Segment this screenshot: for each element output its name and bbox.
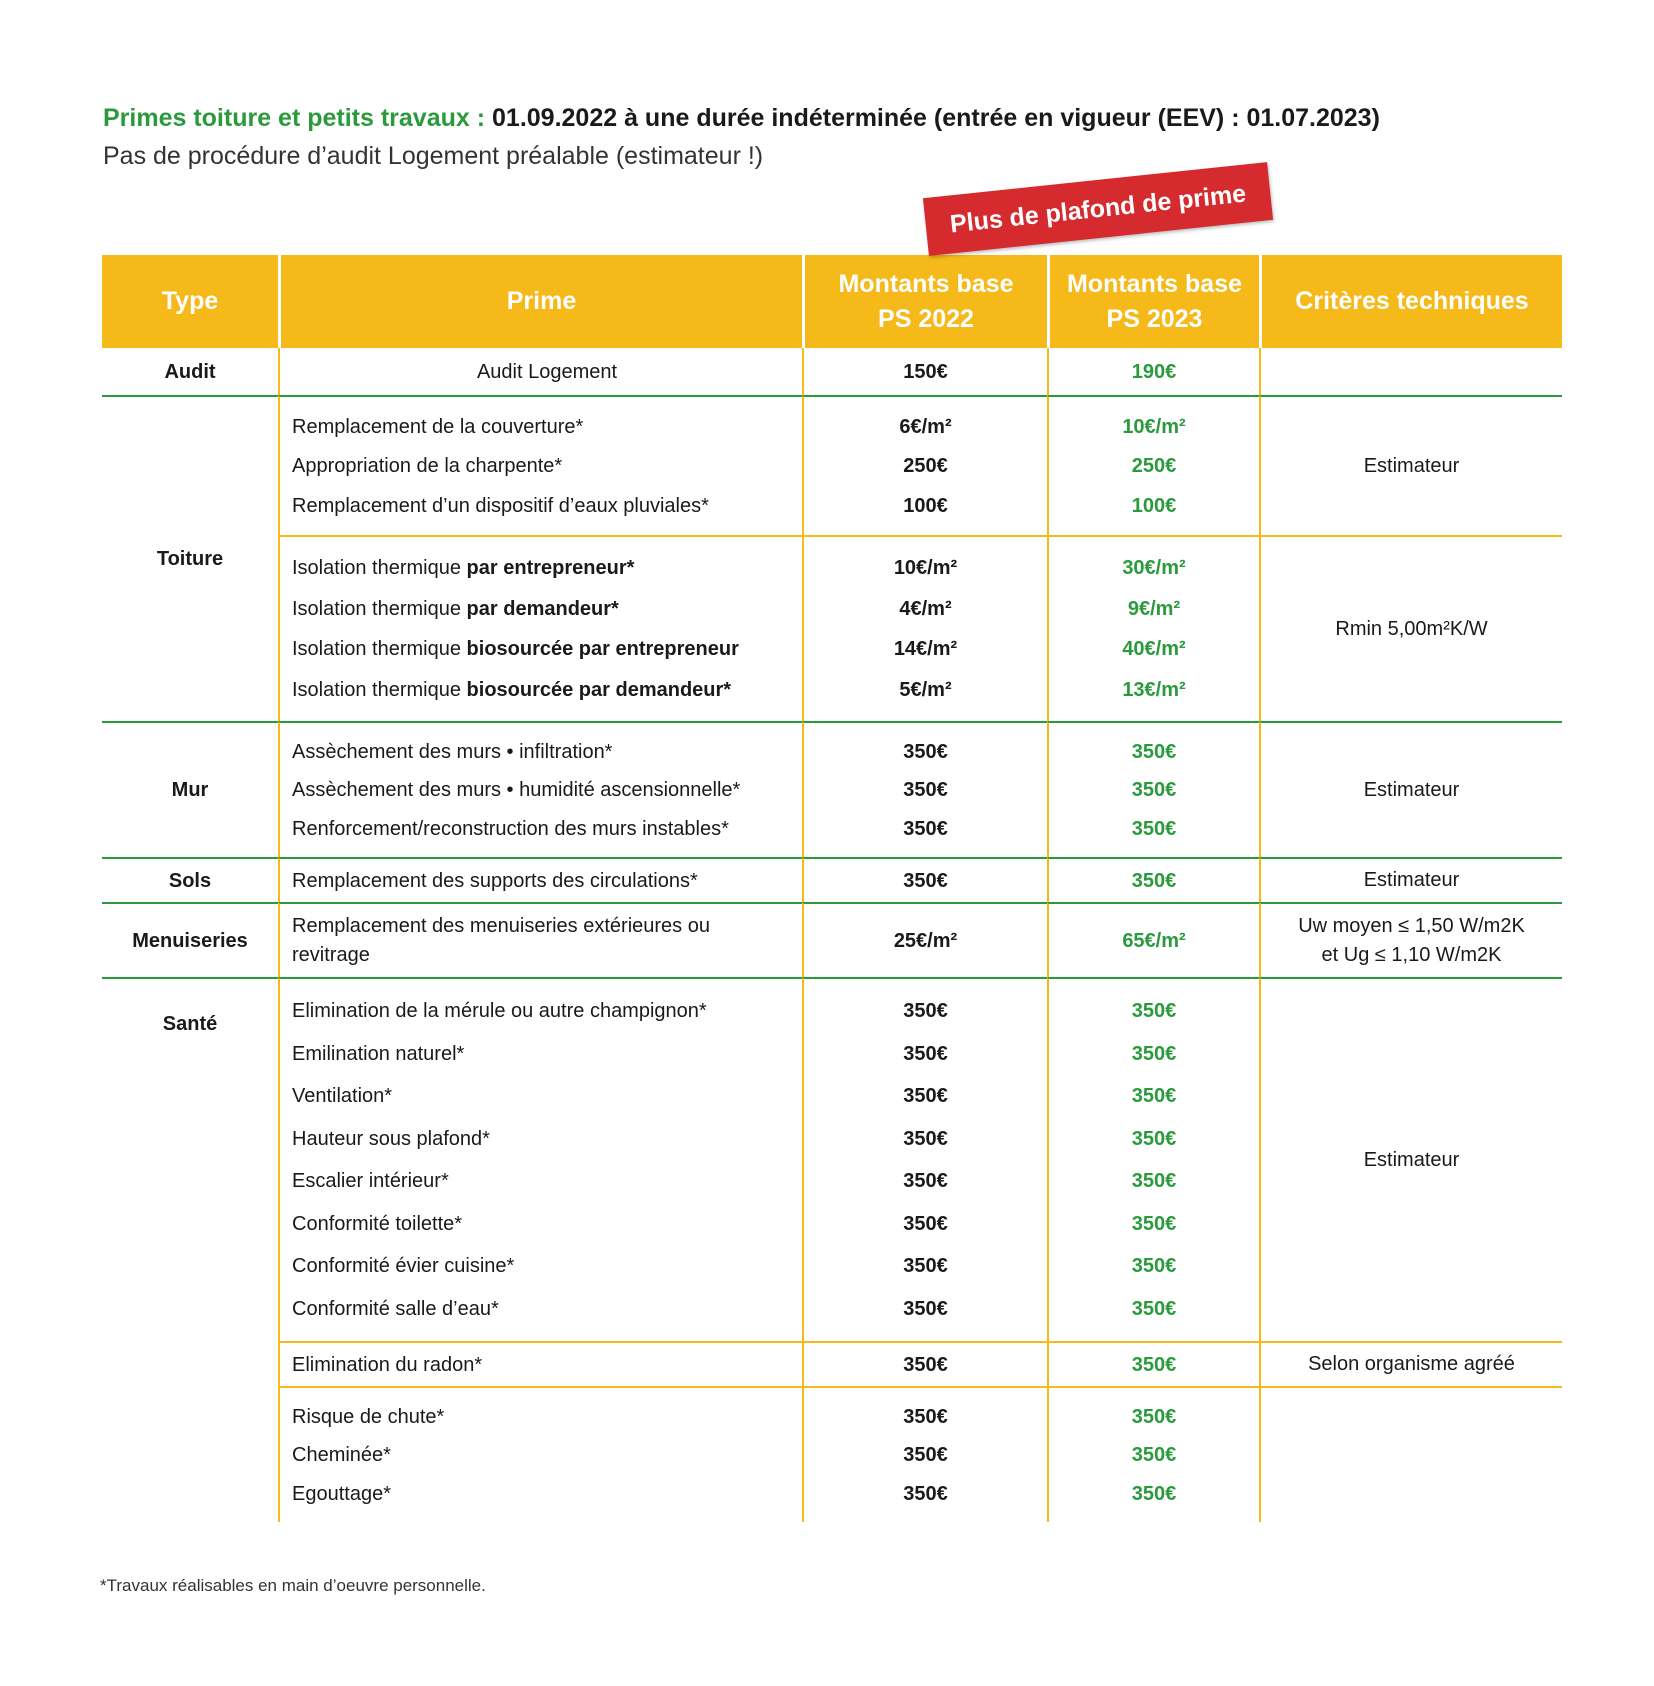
header-ps2022-line2: PS 2022 xyxy=(878,304,974,333)
sante-a-ps2022 xyxy=(802,977,1047,1341)
toiture-a-primes xyxy=(278,395,802,535)
criteria-sante-c xyxy=(1259,1386,1562,1522)
list-item: 350€ xyxy=(1131,1000,1177,1023)
list-item: 5€/m² xyxy=(899,679,952,702)
criteria-mur: Estimateur xyxy=(1259,721,1562,857)
list-item: Isolation thermique biosourcée par demandeur* xyxy=(292,679,732,702)
list-item: 350€ xyxy=(1131,779,1177,801)
criteria-toiture-a: Estimateur xyxy=(1259,395,1562,535)
mur-primes xyxy=(278,721,802,857)
toiture-b-primes xyxy=(278,535,802,721)
list-item: 250€ xyxy=(903,455,948,477)
list-item: Conformité évier cuisine* xyxy=(292,1255,515,1278)
list-item: 350€ xyxy=(903,817,948,840)
header-prime: Prime xyxy=(278,255,802,348)
header-criteres: Critères techniques xyxy=(1259,255,1562,348)
list-item: 40€/m² xyxy=(1122,638,1186,661)
type-sols: Sols xyxy=(102,857,278,902)
criteria-sols: Estimateur xyxy=(1259,857,1562,902)
list-item: 350€ xyxy=(1131,1127,1177,1150)
title-green-part: Primes toiture et petits travaux : xyxy=(103,104,486,132)
criteria-toiture-b: Rmin 5,00m²K/W xyxy=(1259,535,1562,721)
list-item: 10€/m² xyxy=(1122,415,1186,438)
criteria-line: et Ug ≤ 1,10 W/m2K xyxy=(1321,943,1502,966)
list-item: 10€/m² xyxy=(893,556,958,579)
type-menuiseries: Menuiseries xyxy=(102,902,278,977)
list-item: Appropriation de la charpente* xyxy=(292,455,563,477)
criteria-sante-b: Selon organisme agréé xyxy=(1259,1341,1562,1386)
type-sante: Santé xyxy=(102,977,278,1522)
list-item: 6€/m² xyxy=(899,415,952,438)
list-item: Hauteur sous plafond* xyxy=(292,1127,490,1150)
sols-prime: Remplacement des supports des circulations* xyxy=(278,857,802,902)
footnote: *Travaux réalisables en main d’oeuvre personnelle. xyxy=(100,1576,486,1595)
list-item: Risque de chute* xyxy=(292,1405,445,1428)
list-item: 350€ xyxy=(903,1444,948,1466)
list-item: 350€ xyxy=(903,1127,948,1150)
mur-ps2022 xyxy=(802,721,1047,857)
mur-ps2023 xyxy=(1047,721,1259,857)
header-ps2023-line1: Montants base xyxy=(1066,269,1243,298)
list-item: Isolation thermique par demandeur* xyxy=(292,597,619,620)
list-item: Ventilation* xyxy=(292,1085,393,1108)
sante-b-ps2022: 350€ xyxy=(802,1341,1047,1386)
sante-c-primes xyxy=(278,1386,802,1522)
list-item: Escalier intérieur* xyxy=(292,1170,449,1193)
list-item: Remplacement des menuiseries extérieures ou revitrage xyxy=(292,914,710,966)
list-item: 350€ xyxy=(1131,1085,1177,1108)
page-title xyxy=(103,104,1380,133)
list-item: Renforcement/reconstruction des murs instables* xyxy=(292,817,729,840)
type-mur: Mur xyxy=(102,721,278,857)
toiture-a-ps2022 xyxy=(802,395,1047,535)
list-item: 350€ xyxy=(903,740,948,763)
list-item: 14€/m² xyxy=(893,638,958,661)
list-item: 350€ xyxy=(1131,1482,1177,1505)
list-item: 350€ xyxy=(1131,1170,1177,1193)
list-item: 350€ xyxy=(903,1212,948,1235)
menuiseries-prime xyxy=(278,902,802,977)
sante-a-primes xyxy=(278,977,802,1341)
type-audit: Audit xyxy=(164,360,216,383)
list-item: Remplacement d’un dispositif d’eaux pluviales* xyxy=(292,494,709,517)
list-item: Conformité salle d’eau* xyxy=(292,1297,499,1320)
list-item: Conformité toilette* xyxy=(292,1212,463,1235)
list-item: 350€ xyxy=(903,1170,948,1193)
criteria-audit xyxy=(1259,348,1562,395)
list-item: 350€ xyxy=(903,1482,948,1505)
no-ceiling-banner: Plus de plafond de prime xyxy=(923,162,1273,256)
list-item: 350€ xyxy=(903,1000,948,1023)
header-type: Type xyxy=(102,255,278,348)
header-ps2022-line1: Montants base xyxy=(838,269,1014,298)
sante-c-ps2022 xyxy=(802,1386,1047,1522)
list-item: Assèchement des murs • infiltration* xyxy=(292,740,613,763)
list-item: Isolation thermique par entrepreneur* xyxy=(292,556,635,579)
header-ps2023 xyxy=(1047,255,1259,348)
ps2023-audit: 190€ xyxy=(1047,348,1259,395)
sols-ps2023: 350€ xyxy=(1047,857,1259,902)
toiture-b-ps2023 xyxy=(1047,535,1259,721)
list-item: 350€ xyxy=(903,1085,948,1108)
list-item: 350€ xyxy=(1131,1444,1177,1466)
list-item: 350€ xyxy=(1131,1405,1177,1428)
header-ps2023-line2: PS 2023 xyxy=(1106,304,1203,333)
list-item: 350€ xyxy=(1131,740,1177,763)
sante-a-ps2023 xyxy=(1047,977,1259,1341)
list-item: 350€ xyxy=(903,1255,948,1278)
list-item: Egouttage* xyxy=(292,1482,391,1505)
list-item: 30€/m² xyxy=(1122,556,1186,579)
type-toiture: Toiture xyxy=(102,395,278,721)
list-item: Elimination de la mérule ou autre champignon* xyxy=(292,1000,707,1023)
page-subtitle: Pas de procédure d’audit Logement préalable (estimateur !) xyxy=(103,142,764,170)
sante-c-ps2023 xyxy=(1047,1386,1259,1522)
list-item: Isolation thermique biosourcée par entrepreneur xyxy=(292,638,739,661)
list-item: 100€ xyxy=(903,494,948,517)
title-black-part: 01.09.2022 à une durée indéterminée (entrée en vigueur (EEV) : 01.07.2023) xyxy=(492,104,1380,132)
list-item: 250€ xyxy=(1131,455,1177,477)
list-item: 350€ xyxy=(903,1405,948,1428)
list-item: 100€ xyxy=(1131,494,1177,517)
list-item: 13€/m² xyxy=(1122,679,1186,702)
list-item: 350€ xyxy=(903,779,948,801)
sante-b-prime: Elimination du radon* xyxy=(278,1341,802,1386)
toiture-a-ps2023 xyxy=(1047,395,1259,535)
toiture-b-ps2022 xyxy=(802,535,1047,721)
list-item: Assèchement des murs • humidité ascensionnelle* xyxy=(292,779,741,801)
criteria-sante-a: Estimateur xyxy=(1259,977,1562,1341)
primes-table xyxy=(102,255,1562,1522)
ps2022-audit: 150€ xyxy=(802,348,1047,395)
list-item: 350€ xyxy=(1131,1255,1177,1278)
list-item: 350€ xyxy=(903,1297,948,1320)
header-ps2022 xyxy=(802,255,1047,348)
prime-audit-logement: Audit Logement xyxy=(278,348,802,395)
list-item: 350€ xyxy=(1131,1297,1177,1320)
criteria-menuiseries xyxy=(1259,902,1562,977)
list-item: Remplacement de la couverture* xyxy=(292,415,584,438)
sante-b-ps2023: 350€ xyxy=(1047,1341,1259,1386)
list-item: 9€/m² xyxy=(1127,597,1181,620)
criteria-line: Uw moyen ≤ 1,50 W/m2K xyxy=(1298,914,1525,937)
list-item: 4€/m² xyxy=(899,597,952,620)
list-item: Cheminée* xyxy=(292,1444,391,1466)
list-item: 350€ xyxy=(1131,817,1177,840)
menuiseries-ps2023: 65€/m² xyxy=(1047,902,1259,977)
sols-ps2022: 350€ xyxy=(802,857,1047,902)
list-item: 350€ xyxy=(1131,1042,1177,1065)
menuiseries-ps2022: 25€/m² xyxy=(802,902,1047,977)
list-item: 350€ xyxy=(903,1042,948,1065)
list-item: Emilination naturel* xyxy=(292,1042,465,1065)
list-item: 350€ xyxy=(1131,1212,1177,1235)
